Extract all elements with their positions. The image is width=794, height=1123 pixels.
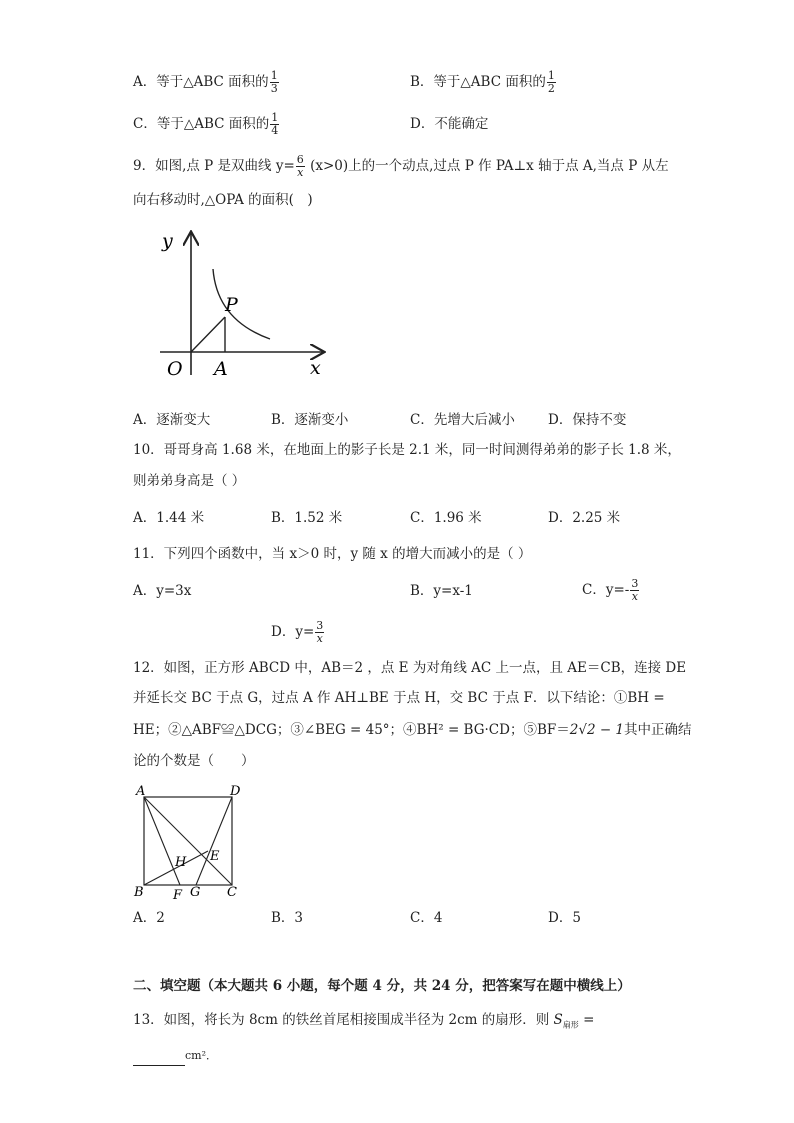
q10-option-b: B．1.52 米 xyxy=(271,510,343,526)
q12-stem-line1: 12．如图，正方形 ABCD 中，AB＝2 ，点 E 为对角线 AC 上一点，且 AE＝CB，连接 DE xyxy=(133,660,687,676)
q9-option-a: A．逐渐变大 xyxy=(133,412,211,428)
q12-label-a: A xyxy=(136,784,146,799)
q12-option-d: D．5 xyxy=(548,910,581,926)
q12-stem-line3: HE；②△ABF≌△DCG；③∠BEG = 45°；④BH² = BG·CD；⑤BF＝2√2 − 1其中正确结 xyxy=(133,722,692,738)
q12-label-b: B xyxy=(134,885,144,900)
q12-option-b: B．3 xyxy=(271,910,304,926)
q9-hyperbola xyxy=(213,269,270,339)
q12-stem-line2: 并延长交 BC 于点 G，过点 A 作 AH⊥BE 于点 H，交 BC 于点 F．以下结论：①BH = xyxy=(133,690,665,706)
q9-label-o: O xyxy=(167,358,183,380)
q9-option-d: D．保持不变 xyxy=(548,412,627,428)
q10-stem-line2: 则弟弟身高是（ ） xyxy=(133,473,246,489)
q10-option-d: D．2.25 米 xyxy=(548,510,621,526)
q11-stem: 11．下列四个函数中，当 x＞0 时，y 随 x 的增大而减小的是（ ） xyxy=(133,546,532,562)
q12-figure xyxy=(132,782,247,902)
q9-option-b: B．逐渐变小 xyxy=(271,412,349,428)
q12-label-g: G xyxy=(190,885,201,900)
q12-option-c: C．4 xyxy=(410,910,443,926)
q8-option-d: D．不能确定 xyxy=(410,116,489,132)
q9-option-c: C．先增大后减小 xyxy=(410,412,515,428)
section-heading: 二、填空题（本大题共 6 小题，每个题 4 分，共 24 分，把答案写在题中横线上） xyxy=(133,978,631,994)
q9-label-a: A xyxy=(214,358,228,380)
q12-label-c: C xyxy=(227,885,237,900)
q12-diagonal-ac xyxy=(144,797,232,885)
q12-label-d: D xyxy=(230,784,241,799)
q11-option-c: C．y=- $\frac{3}{x}$ xyxy=(582,577,639,603)
q12-label-e: E xyxy=(210,849,220,864)
q12-label-f: F xyxy=(173,888,183,902)
q9-label-p: P xyxy=(225,294,238,316)
q11-option-a: A．y=3x xyxy=(133,583,192,599)
q8-option-b: B．等于△ABC 面积的 $\frac{1}{2}$ xyxy=(410,69,555,95)
q9-segment-op xyxy=(191,317,225,352)
q9-label-x: x xyxy=(310,357,321,379)
q12-stem-line4: 论的个数是（ ） xyxy=(133,753,255,769)
q8-option-c: C．等于△ABC 面积的 $\frac{1}{4}$ xyxy=(133,111,279,137)
q9-stem-line1: 9．如图,点 P 是双曲线 y= $\frac{6}{x}$ (x>0)上的一个动点,过点 P 作 PA⊥x 轴于点 A,当点 P 从左 xyxy=(133,153,669,179)
q9-label-y: y xyxy=(162,230,173,252)
q12-option-a: A．2 xyxy=(133,910,165,926)
q12-segment-af xyxy=(144,797,180,885)
q11-option-d: D．y= $\frac{3}{x}$ xyxy=(271,619,324,645)
q12-bf-expression: 2√2 − 1 xyxy=(569,722,625,738)
q13-stem: 13．如图，将长为 8cm 的铁丝首尾相接围成半径为 2cm 的扇形．则 $S_{扇形}$ = xyxy=(133,1012,595,1030)
q10-option-a: A．1.44 米 xyxy=(133,510,205,526)
q12-segment-dg xyxy=(196,797,232,885)
q11-option-b: B．y=x-1 xyxy=(410,583,473,599)
q13-answer-line: cm²． xyxy=(133,1045,217,1066)
q13-answer-blank[interactable] xyxy=(133,1051,185,1066)
q8-option-a: A．等于△ABC 面积的 $\frac{1}{3}$ xyxy=(133,69,278,95)
q10-option-c: C．1.96 米 xyxy=(410,510,482,526)
q12-label-h: H xyxy=(175,855,187,870)
q10-stem-line1: 10．哥哥身高 1.68 米，在地面上的影子长是 2.1 米，同一时间测得弟弟的影子长 1.8 米， xyxy=(133,442,681,458)
q9-stem-line2: 向右移动时,△OPA 的面积( ) xyxy=(133,192,313,208)
q9-figure xyxy=(155,225,335,385)
